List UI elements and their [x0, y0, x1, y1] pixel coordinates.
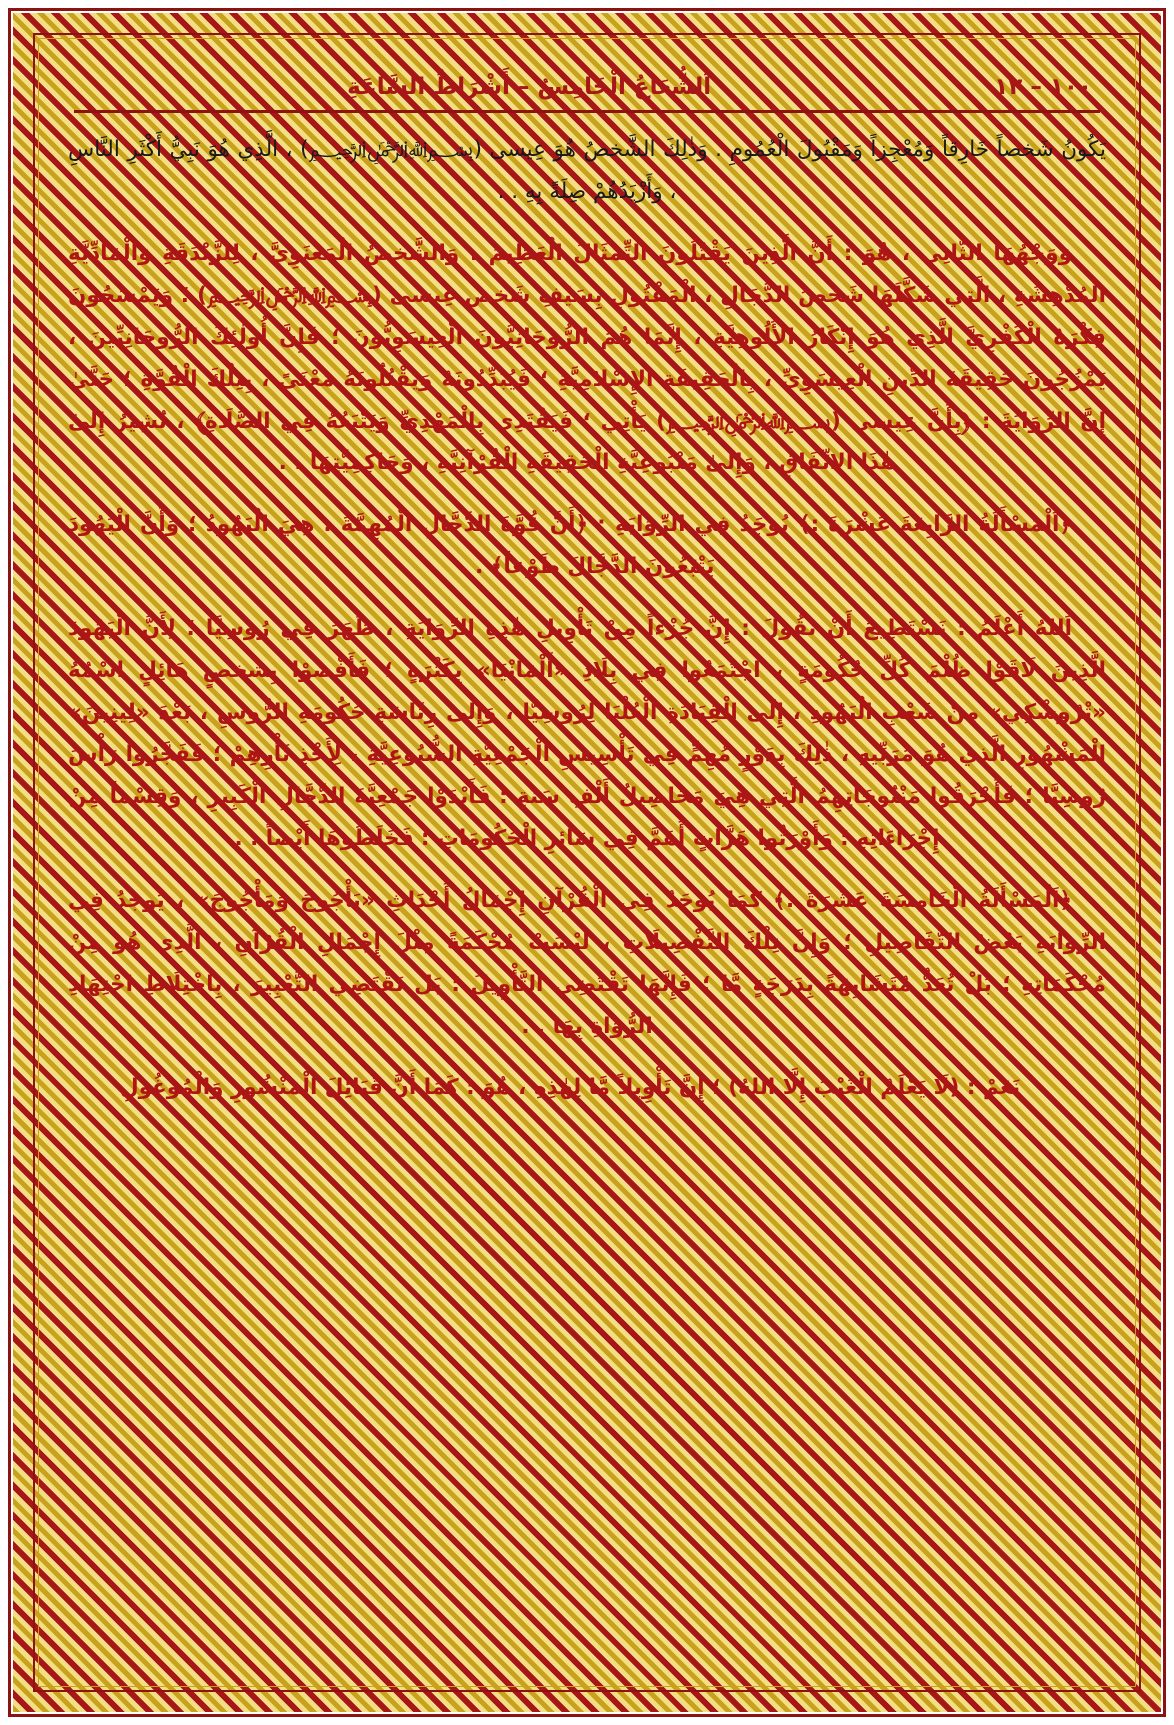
page-title: اَلشُّعَاعُ الْخَامِسُ – أَشْرَاطُ السَّاعَةِ	[347, 74, 712, 100]
paragraph-spacer	[68, 1053, 1106, 1067]
paragraph-spacer	[68, 219, 1106, 233]
paragraph-spacer	[68, 490, 1106, 504]
paragraph-4: اَللهُ أَعْلَمُ : نَسْتَطِيعُ أَنْ نَقُولَ : إِنَّ جُزْءاً مِنْ تَأْوِيلِ هٰذِهِ الرِّوَايَةِ ، ظَهَرَ فِي رُوسِيَّا ؛ لِأَنَّ الْيَهُودَ الَّذِينَ لَاقَوْا ظُلْمَ كُلِّ حُكُومَةٍ ، اجْتَمَعُوا فِي بِلَادِ «أَلْمَانْيَا» بِكَثْرَةٍ ؛ فَأَفْضَوْا بِشَخصٍ هَائِلٍ اسْمُهُ «تْرُوشْكِي» مِنْ شَعْبِ الْيَهُودِ ، إِلَى الْقِيَادَةِ الْعُلْيَا لِرُوسِيَّا ، وَإِلىٰ رِئَاسَةِ حُكُومَةِ الرُّوسِ ، بَعْدَ «لِينِينَ» الْمَشْهُورِ الَّذِي هُوَ مُرَبِّيهِ ، ذٰلِكَ بِدَوْرٍ مُهِمٍّ فِي تَأْسِيسِ الْجَمْعِيَّةِ الشُّيُوعِيَّةِ ، لِأَخْذِ ثَأْرِهِمْ ؛ فَفَجَّرُوا رَأْسَ رُوسِيَّا ؛ فَأَحْرَقُوا مَنْتُوجَاتِهِمُ الَّتِي هِيَ مَحَاصِيلُ أَلْفِ سَنَةٍ ؛ فَأَبْدَوْا جَمْعِيَّةَ الدَّجَّالِ الْكَبِيرِ ، وَقِسْماً مِنْ إِجْرَاءَاتِهِ ؛ وَأَوْرَثُوا هَزَّاتٍ أَهَمَّ فِي سَائِرِ الْحُكُومَاتِ ؛ فَخَلَطُوهَا أَيْضاً . .	[68, 616, 1106, 851]
body-text	[68, 129, 1106, 1109]
paragraph-spacer	[68, 594, 1106, 608]
page-header	[68, 64, 1106, 100]
page-content	[46, 46, 1128, 1679]
page-number: ١٠٠ – ١٢	[994, 74, 1092, 100]
paragraph-6: نَعَمْ : (لَا يَعْلَمُ الْغَيْبَ إِلَّا اللهُ) ؛ إِنَّ تَأْوِيلاً مَّا لِهٰذِهِ ، هُوَ : كَمَا أَنَّ قَبَائِلَ الْمَنْشُورِ وَالْمُوغُولِ	[119, 1075, 1021, 1101]
paragraph-5: ﴿اَلْمَسْأَلَةُ الْخَامِسَةَ عَشْرَةَ :﴾ كَمَا يُوجَدُ فِي الْقُرْآنِ إِجْمَالُ أَحْدَاثِ «يَأْجُوجَ وَمَأْجُوجَ» ، يُوجَدُ فِي الرِّوَايَةِ بَعْضُ التَّفَاصِيلِ ؛ وَإِنَّ تِلْكَ التَّفْصِيلَاتِ ، لَيْسَتْ مُحْكَمَةً مِثْلَ إِجْمَالِ الْقُرْآنِ ، الَّذِي هُوَ مِنْ مُحْكَمَاتِهِ ؛ بَلْ تُعَدُّ مُتَشَابِهَةً بِدَرَجَةٍ مَّا ؛ فَإِنَّهَا تَقْتَضِي التَّأْوِيلَ ؛ بَلْ تَقْتَضِي التَّعْبِيرَ ، بِاخْتِلَاطِ اجْتِهَادِ الرُّوَاةِ بِهَا . .	[68, 887, 1106, 1039]
paragraph-3: ﴿اَلْمَسْأَلَةُ الرَّابِعَةَ عَشْرَةَ :﴾ يُوجَدُ فِي الرِّوَايَةِ : ﴿أَنَّ قُوَّةَ الدَّجَّالِ الْمُهِمَّةَ ، هِيَ الْيَهُودُ ؛ وَأَنَّ الْيَهُودَ يَتْبَعُونَ الدَّجَّالَ طَوْعاً﴾ . .	[68, 512, 1072, 580]
paragraph-spacer	[68, 866, 1106, 880]
header-divider	[74, 110, 1100, 113]
paragraph-2: وَوَجْهُهَا الثَّانِي ، هُوَ : أَنَّ الَّذِينَ يَقْتُلُونَ التِّمْثَالَ الْعَظِيمَ ، وَالشَّخصُ الْمَعْنَوِيَّ ، لِلزَّنْدَقَةِ وَالْمَادِّيَّةِ الْمُدْهِشَةِ ، الَّتِي شَكَّلَهَا شَخصُ الدَّجَالِ ، الْمَقْتُولِ بِسَيْفِ شَخصِ عِيسى (﷽) ؛ وَيَمْسَحُونَ فِكْرَهُ الْكُفْرِيَّ الَّذِي هُوَ إِنْكَارُ الأُلُوهِيَّةِ ، إِنَّمَا هُمُ الرُّوحَانِيُّونَ الْعِيسَوِيُّونَ ؛ فَإِنَّ أُولٰئِكَ الرُّوحَانِيِّينَ ، يَمْزُجُونَ حَقِيقَةَ الدِّينِ الْعِيسَوِيِّ ، بِالْحَقِيقَةِ الإِسْلامِيَّةِ ؛ فَيُبَدِّدُونَهُ وَيَقْتُلُونَهُ مَعْنَىً ، بِتِلْكَ الْقُوَّةِ ؛ حَتَّىٰ إِنَّ الرِّوَايَةَ : ﴿بِأَنَّ عِيسى (﷽) يَأْتِي ؛ فَيَقْتَدِي بِالْمَهْدِيِّ وَيَتْبَعُهُ فِي الصَّلَاةِ﴾ ، تُشِيرُ إِلىٰ هٰذَا الاتِّفَاقِ ، وَإِلىٰ مَتْبُوعِيَّةِ الْحَقِيقَةِ الْقُرْآنِيَّةِ ، وَحَاكِمِيَّتِهَا . .	[68, 240, 1106, 476]
paragraph-1: يَكُونُ شَخصاً خَارِقاً وَمُعْجِزاً وَمَقْبُولَ الْعُمُومِ . وَذٰلِكَ الشَّخصُ هُوَ عِيسى (﷽) ، الَّذِي هُوَ نَبِيُّ أَكْثَرِ النَّاسِ ، وَأَزْيَدُهُمْ صِلَةً بِهِ . .	[68, 137, 1106, 204]
